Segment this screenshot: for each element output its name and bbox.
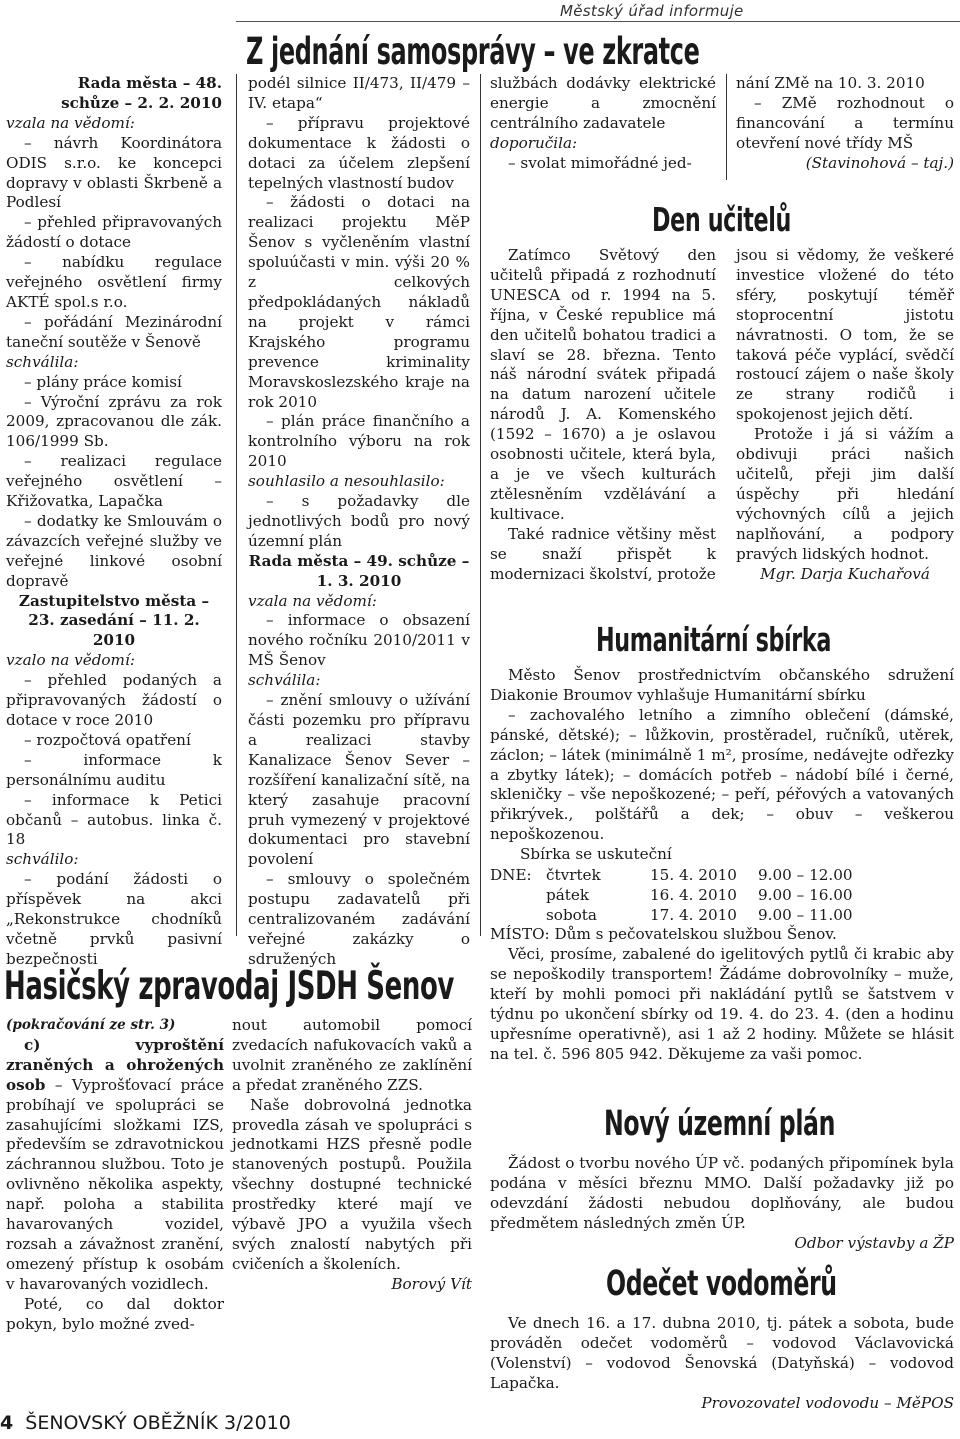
column-1	[6, 74, 222, 970]
list-item: – plány práce komisí	[24, 372, 182, 391]
humanitarni-title: Humanitární sbírka	[596, 620, 831, 659]
schedule-time: 9.00 – 11.00	[758, 906, 853, 925]
paragraph: Město Šenov prostřednictvím občanského sdružení Diakonie Broumov vyhlašuje Humanitární sbírku	[490, 666, 954, 704]
rada-49-heading: Rada města – 49. schůze – 1. 3. 2010	[248, 551, 470, 590]
schedule-date: 16. 4. 2010	[650, 886, 737, 905]
place-line: MÍSTO: Dům s pečovatelskou službou Šenov.	[490, 925, 837, 944]
label-doporucila: doporučila:	[490, 133, 578, 152]
zastupitelstvo-heading: Zastupitelstvo města – 23. zasedání – 11. 2. 2010	[18, 591, 210, 650]
list-item: – znění smlouvy o užívání části pozemku pro přípravu a realizaci stavby Kanalizace Šenov Sever – rozšíření kanalizační sítě, na který zasahuje pracovní pruh vymezený v projektové dokumentaci pro stavební povolení	[248, 691, 470, 869]
schedule-label	[490, 885, 546, 905]
author-signature: (Stavinohová – taj.)	[805, 153, 954, 172]
vodomery-title: Odečet vodoměrů	[606, 1264, 837, 1304]
column-divider	[480, 74, 481, 936]
schedule-day: pátek	[546, 886, 590, 905]
table-row	[490, 885, 853, 905]
signature: Provozovatel vodovodu – MěPOS	[701, 1393, 954, 1412]
uzemni-plan-title: Nový územní plán	[604, 1104, 836, 1144]
list-item: – informace o obsazení nového ročníku 2010/2011 v MŠ Šenov	[248, 611, 470, 670]
paragraph: Protože i já si vážím a obdivuji práci našich učitelů, přeji jim další úspěchy při hledání výchovných cílů a jejich naplňování, a podpory pravých lidských hodnot.	[736, 425, 954, 563]
list-item: – pořádání Mezinárodní taneční soutěže v Šenově	[6, 312, 222, 351]
column-divider	[726, 74, 727, 180]
page-number: 4	[0, 1412, 14, 1434]
label-schvalilo: schválilo:	[6, 850, 79, 869]
list-item: – ZMě rozhodnout o financování a termínu otevření nové třídy MŠ	[736, 93, 954, 152]
column-3-top	[490, 74, 716, 174]
paragraph: Poté, co dal doktor pokyn, bylo možné zved-	[6, 1294, 224, 1333]
paragraph: nout automobil pomocí zvedacích nafukovacích vaků a uvolnit zraněného ze zaklínění a předat zraněného ZZS.	[232, 1016, 472, 1094]
label-vzalo: vzalo na vědomí:	[6, 651, 135, 670]
subheading: c) vyproštění zraněných a ohrožených osob	[6, 1035, 224, 1094]
schedule-date: 15. 4. 2010	[650, 866, 737, 885]
hasicsky-right	[232, 1016, 472, 1295]
list-item: – smlouvy o společném postupu zadavatelů při centralizovaném zadávání veřejné zakázky o sdružených	[248, 870, 470, 968]
paragraph: Žádost o tvorbu nového ÚP vč. podaných připomínek byla podána v měsíci březnu MMO. Další požadavky již po odevzdání žádosti nebudou doplňovány, ale budou předmětem následných změn ÚP.	[490, 1154, 954, 1232]
list-item: – rozpočtová opatření	[24, 730, 191, 749]
publication-name: ŠENOVSKÝ OBĚŽNÍK 3/2010	[25, 1412, 291, 1434]
label-vzala: vzala na vědomí:	[6, 113, 135, 132]
den-ucitelu-right	[736, 246, 954, 584]
list-item: službách dodávky elektrické energie a zmocnění centrálního zadavatele	[490, 74, 716, 132]
table-row	[490, 865, 853, 885]
schedule-date: 17. 4. 2010	[650, 906, 737, 925]
schedule-time: 9.00 – 12.00	[758, 866, 853, 885]
label-schvalila: schválila:	[6, 352, 79, 371]
label-souhlasilo: souhlasilo a nesouhlasilo:	[248, 472, 445, 491]
list-item: – přehled připravovaných žádostí o dotace	[6, 213, 222, 252]
list-item: – informace k personálnímu auditu	[6, 750, 222, 789]
paragraph: Zatímco Světový den učitelů připadá z rozhodnutí UNESCA od r. 1994 na 5. října, v České republice má den učitelů bohatou tradici a slaví se 28. března. Tento náš národní svátek připadá na datum narození učitele národů J. A. Komenského (1592 – 1670) a je oslavou osobnosti učitele, která byla, a je ve všech kulturách ztělesněním vzdělávání a kultivace.	[490, 246, 716, 523]
list-item: – informace k Petici občanů – autobus. linka č. 18	[6, 790, 222, 849]
column-4-top	[736, 74, 954, 174]
list-item: – podání žádosti o příspěvek na akci „Rekonstrukce chodníků včetně prvků pasivní bezpečnosti	[6, 870, 222, 968]
schedule-day: čtvrtek	[546, 866, 601, 885]
vodomery-body	[490, 1314, 954, 1414]
humanitarni-body	[490, 666, 954, 1064]
paragraph: Také radnice většiny měst se snaží přispět k modernizaci školství, protože	[490, 524, 716, 583]
list-item: podél silnice II/473, II/479 – IV. etapa“	[248, 74, 470, 112]
list-item: – svolat mimořádné jed-	[508, 153, 692, 172]
den-ucitelu-title: Den učitelů	[652, 200, 791, 239]
author-signature: Borový Vít	[391, 1274, 472, 1293]
section-kicker: Městský úřad informuje	[560, 2, 744, 20]
label-vzala: vzala na vědomí:	[248, 591, 377, 610]
list-item: – Výroční zprávu za rok 2009, zpracovanou dle zák. 106/1999 Sb.	[6, 392, 222, 451]
hasicsky-left	[6, 1016, 224, 1335]
author-signature: Mgr. Darja Kuchařová	[760, 564, 930, 583]
list-item: – realizaci regulace veřejného osvětlení – Křižovatka, Lapačka	[6, 452, 222, 511]
schedule-label: DNE:	[490, 866, 532, 885]
list-item: – žádosti o dotaci na realizaci projektu MěP Šenov s vyčleněním vlastní spoluúčasti v min. výši 20 % z celkových předpokládaných nákladů na projekt v rámci Krajského programu prevence kriminality Moravskoslezského kraje na rok 2010	[248, 193, 470, 411]
den-ucitelu-left	[490, 246, 716, 584]
list-item: – nabídku regulace veřejného osvětlení firmy AKTÉ spol.s r.o.	[6, 253, 222, 311]
paragraph: – zachovalého letního a zimního oblečení (dámské, pánské, dětské); – lůžkovin, prostěradel, ručníků, utěrek, záclon; – látek (minimálně 1 m², prosíme, nedávejte odřezky a zbytky látek); – domácích potřeb – nádobí bílé i černé, skleničky – vše nepoškozené; – peří, péřových a vatovaných přikrývek., polštářů a dek; – obuv – veškerou nepoškozenou.	[490, 705, 954, 844]
list-item: – dodatky ke Smlouvám o závazcích veřejné služby ve veřejné linkové osobní dopravě	[6, 511, 222, 590]
table-row	[490, 905, 853, 925]
paragraph: Naše dobrovolná jednotka provedla zásah ve spolupráci s jednotkami HZS přesně podle stanovených postupů. Použila všechny dostupné technické prostředky které mají ve výbavě JPO a využila všech svých znalostí nabytých při cvičeních a školeních.	[232, 1095, 472, 1273]
column-2	[248, 74, 470, 970]
paragraph: Věci, prosíme, zabalené do igelitových pytlů či krabic aby se nepoškodily transportem! Žádáme dobrovolníky – muže, kteří by mohli pomoci při nakládání pytlů se šatstvem v týdnu po ukončení sbírky od 19. 4. do 23. 4. (den a hodinu upřesníme operativně), asi 1 až 2 hodiny. Můžete se hlásit na tel. č. 596 805 942. Děkujeme za vaši pomoc.	[490, 944, 954, 1063]
column-divider	[236, 74, 237, 936]
paragraph: – Vyprošťovací práce probíhají ve spolupráci se zasahujícími složkami IZS, především se zdravotnickou záchrannou službou. Toto je ovlivněno několika aspekty, např. poloha a stabilita havarovaných vozidel, rozsah a závažnost zranění, omezený přístup k osobám v havarovaných vozidlech.	[6, 1075, 224, 1293]
list-item: – návrh Koordinátora ODIS s.r.o. ke koncepci dopravy v oblasti Škrbeně a Podlesí	[6, 133, 222, 212]
paragraph: Sbírka se uskuteční	[520, 845, 672, 864]
schedule-day: sobota	[546, 906, 597, 925]
list-item: – plán práce finančního a kontrolního výboru na rok 2010	[248, 412, 470, 471]
uzemni-plan-body	[490, 1154, 954, 1254]
schedule-table	[490, 865, 853, 925]
list-item: – s požadavky dle jednotlivých bodů pro nový územní plán	[248, 492, 470, 550]
label-schvalila: schválila:	[248, 671, 321, 690]
paragraph: Ve dnech 16. a 17. dubna 2010, tj. pátek a sobota, bude prováděn odečet vodoměrů – vodovod Václavovická (Volenství) – vodovod Šenovská (Datyňská) – vodovod Lapačka.	[490, 1314, 954, 1392]
list-item: – přípravu projektové dokumentace k žádosti o dotaci za účelem zlepšení tepelných vlastností budov	[248, 113, 470, 192]
paragraph: jsou si vědomy, že veškeré investice vložené do této sféry, poskytují téměř stoprocentní jistotu návratnosti. O tom, že se taková péče vyplácí, svědčí rostoucí zájem o naše školy ze strany rodičů i spokojenost jejich dětí.	[736, 246, 954, 424]
list-item: – přehled podaných a připravovaných žádostí o dotace v roce 2010	[6, 671, 222, 729]
signature: Odbor výstavby a ŽP	[794, 1233, 954, 1252]
page-footer	[0, 1412, 291, 1434]
hasicsky-title: Hasičský zpravodaj JSDH Šenov	[4, 964, 454, 1009]
schedule-time: 9.00 – 16.00	[758, 886, 853, 905]
page-title: Z jednání samosprávy – ve zkratce	[246, 30, 700, 73]
list-item: nání ZMě na 10. 3. 2010	[736, 74, 925, 92]
kicker-rule	[236, 21, 960, 22]
schedule-label	[490, 905, 546, 925]
continuation-note: (pokračování ze str. 3)	[6, 1017, 176, 1033]
rada-48-heading: Rada města – 48. schůze – 2. 2. 2010	[61, 74, 222, 112]
